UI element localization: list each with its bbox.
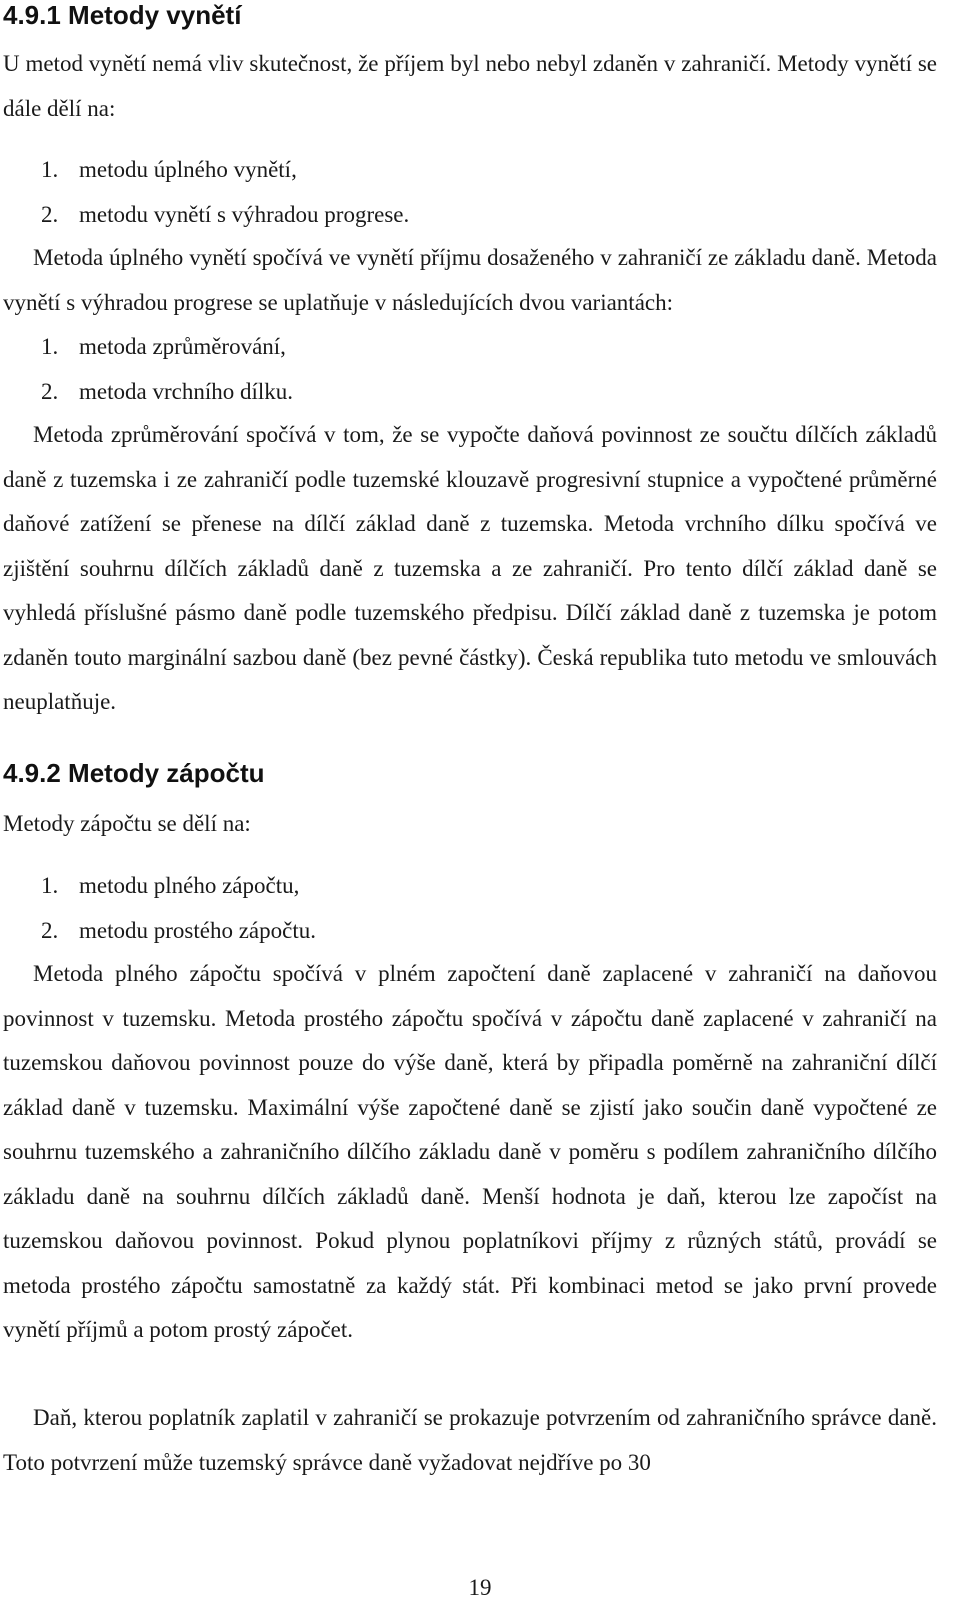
section-heading-metody-vyneti: 4.9.1 Metody vynětí [3, 0, 242, 30]
list-item [41, 864, 316, 909]
list-item [41, 325, 293, 370]
list-item-number: 1. [41, 873, 59, 898]
paragraph-potvrzeni: Daň, kterou poplatník zaplatil v zahraničí se prokazuje potvrzením od zahraničního správce daně. Toto potvrzení může tuzemský správce daně vyžadovat nejdříve po 30 [3, 1405, 937, 1475]
list-item-text: metoda vrchního dílku. [79, 378, 293, 404]
page-number: 19 [468, 1575, 492, 1600]
list-item-text: metodu prostého zápočtu. [79, 917, 316, 943]
list-item-text: metodu úplného vynětí, [79, 157, 297, 182]
list-item-number: 1. [41, 334, 59, 359]
list-item [41, 370, 293, 415]
paragraph-intro-vyneti: U metod vynětí nemá vliv skutečnost, že příjem byl nebo nebyl zdaněn v zahraničí. Metody vynětí se dále dělí na: [3, 51, 937, 121]
list-item [41, 148, 409, 193]
list-varianty-progrese [41, 325, 293, 414]
list-item [41, 193, 409, 238]
paragraph-zprumerovani: Metoda zprůměrování spočívá v tom, že se vypočte daňová povinnost ze součtu dílčích základů daně z tuzemska i ze zahraničí podle tuzemské klouzavě progresivní stupnice a vypočtené průměrné daňové zatížení se přenese na dílčí základ daně z tuzemska. Metoda vrchního dílku spočívá ve zjištění souhrnu dílčích základů daně z tuzemska a ze zahraničí. Pro tento dílčí základ daně se vyhledá příslušné pásmo daně podle tuzemského předpisu. Dílčí základ daně z tuzemska je potom zdaněn touto marginální sazbou daně (bez pevné částky). Česká republika tuto metodu ve smlouvách neuplatňuje. [3, 422, 937, 714]
list-item-text: metodu vynětí s výhradou progrese. [79, 201, 410, 227]
list-item-number: 1. [41, 157, 59, 182]
list-item [41, 909, 316, 954]
paragraph-intro-zapoctu: Metody zápočtu se dělí na: [3, 811, 251, 836]
paragraph-uplne-vyneti: Metoda úplného vynětí spočívá ve vynětí příjmu dosaženého v zahraničí ze základu daně. Metoda vynětí s výhradou progrese se uplatňuje v následujících dvou variantách: [3, 245, 937, 315]
list-item-number: 2. [41, 917, 59, 943]
list-metody-zapoctu [41, 864, 316, 953]
list-metody-vyneti [41, 148, 409, 237]
list-item-number: 2. [41, 378, 59, 404]
paragraph-plny-zapocet: Metoda plného zápočtu spočívá v plném započtení daně zaplacené v zahraničí na daňovou povinnost v tuzemsku. Metoda prostého zápočtu spočívá v zápočtu daně zaplacené v zahraničí na tuzemskou daňovou povinnost pouze do výše daně, která by připadla poměrně na zahraniční dílčí základ daně v tuzemsku. Maximální výše započtené daně se zjistí jako součin daně vypočtené ze souhrnu tuzemského a zahraničního dílčího základu daně v poměru s podílem zahraničního dílčího základu daně na souhrnu dílčích základů daně. Menší hodnota je daň, kterou lze započíst na tuzemskou daňovou povinnost. Pokud plynou poplatníkovi příjmy z různých států, provádí se metoda prostého zápočtu samostatně za každý stát. Při kombinaci metod se jako první provede vynětí příjmů a potom prostý zápočet. [3, 961, 937, 1342]
list-item-text: metodu plného zápočtu, [79, 873, 300, 898]
list-item-number: 2. [41, 201, 59, 227]
list-item-text: metoda zprůměrování, [79, 334, 286, 359]
section-heading-metody-zapoctu: 4.9.2 Metody zápočtu [3, 758, 265, 788]
